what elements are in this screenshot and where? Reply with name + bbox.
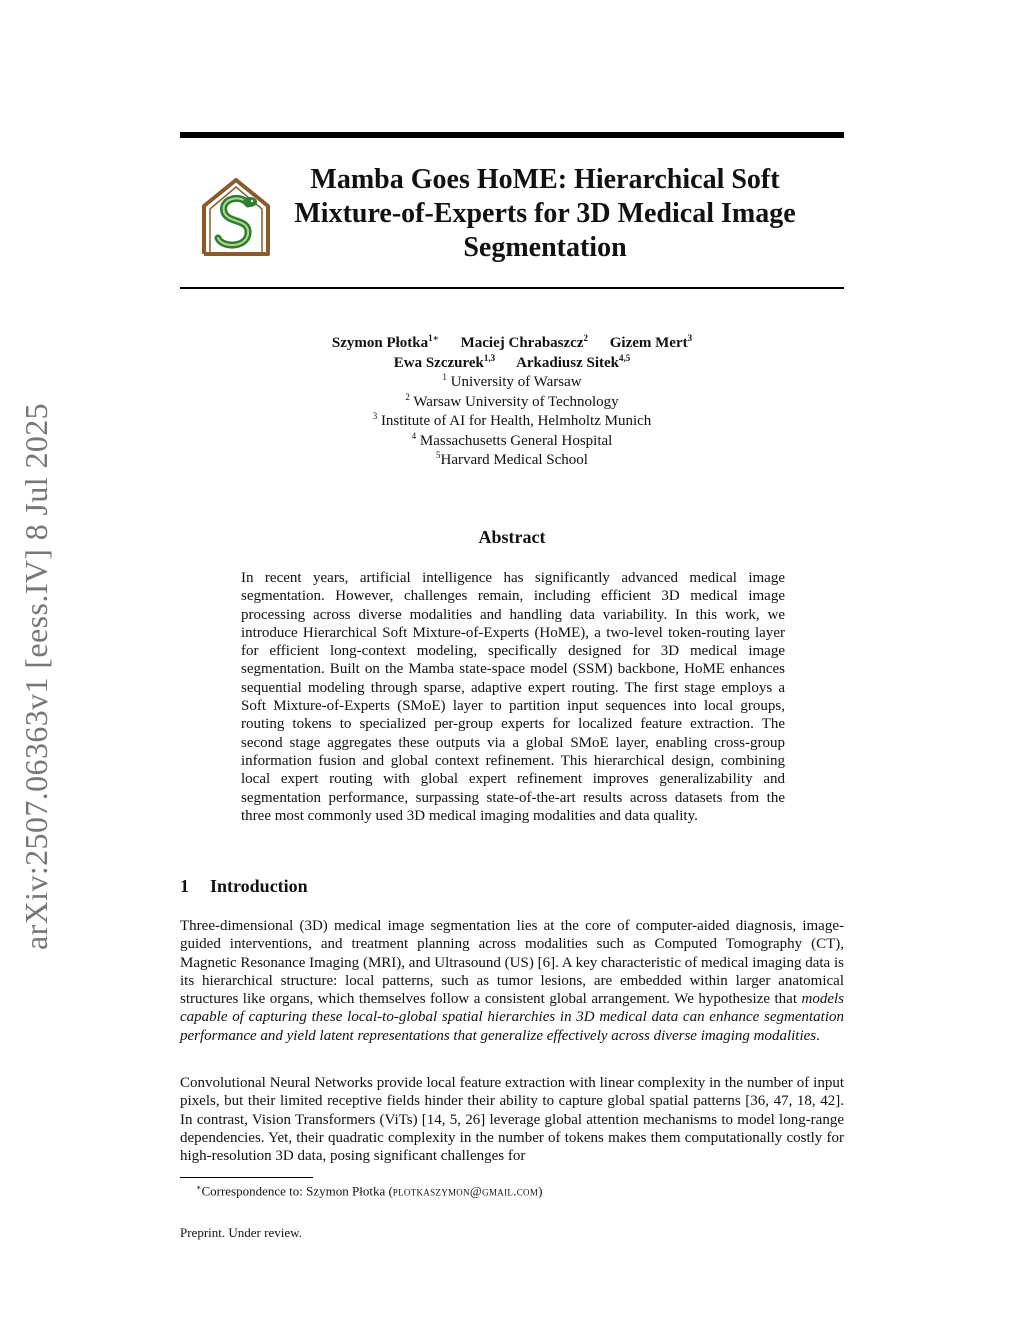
preprint-note: Preprint. Under review. xyxy=(180,1225,302,1240)
paper-title: Mamba Goes HoME: Hierarchical Soft Mixture-of-Experts for 3D Medical Image Segmentation xyxy=(294,164,796,263)
abstract-text: In recent years, artificial intelligence has significantly advanced medical image segmentation. However, challenges remain, including efficient 3D medical image processing across diverse modalities and handling data variability. In this work, we introduce Hierarchical Soft Mixture-of-Experts (HoME), a two-level token-routing layer for efficient long-context modeling, specifically designed for 3D medical image segmentation. Built on the Mamba state-space model (SSM) backbone, HoME enhances sequential modeling through sparse, adaptive expert routing. The first stage employs a Soft Mixture-of-Experts (SMoE) layer to partition input sequences into local groups, routing tokens to specialized per-group experts for localized feature extraction. The second stage aggregates these outputs via a global SMoE layer, enabling cross-group information fusion and global context refinement. This hierarchical design, combining local expert routing with global expert refinement improves generalizability and segmentation performance, surpassing state-of-the-art results across datasets from the three most commonly used 3D medical imaging modalities and data quality. xyxy=(241,570,785,824)
affiliation: $^5$Harvard Medical School xyxy=(436,450,588,468)
author-affil-mark: 3 xyxy=(687,333,693,343)
affiliation: $^3$ Institute of AI for Health, Helmholtz Munich xyxy=(372,411,652,429)
author-affil-mark: 1,3 xyxy=(483,352,496,363)
author-line-2 xyxy=(180,354,844,374)
title-top-rule xyxy=(180,132,844,138)
section-title: Introduction xyxy=(210,876,308,896)
intro-paragraph-1: Three-dimensional (3D) medical image segmentation lies at the core of computer-aided diagnosis, image-guided interventions, and treatment planning across modalities such as Computed Tomography (CT), Magnetic Resonance Imaging (MRI), and Ultrasound (US) [6]. A key characteristic of medical imaging data is its hierarchical structure: local patterns, such as tumor lesions, are embedded within larger anatomical structures like organs, which themselves follow a consistent global arrangement. We hypothesize that models capable of capturing these local-to-global spatial hierarchies in 3D medical data can enhance segmentation performance and yield latent representations that generalize effectively across diverse imaging modalities. xyxy=(180,918,844,1044)
author-line-1 xyxy=(180,334,844,354)
title-bottom-rule xyxy=(180,287,844,289)
section-heading xyxy=(180,876,308,897)
author-name: Ewa Szczurek xyxy=(393,354,484,371)
arxiv-identifier: arXiv:2507.06363v1 [eess.IV] 8 Jul 2025 xyxy=(18,402,54,950)
hypothesis-emphasis: models capable of capturing these local-to-global spatial hierarchies in 3D medical data can enhance segmentation performance and yield latent representations that generalize effectively across diverse imaging modalities xyxy=(180,991,844,1044)
intro-paragraph-2: Convolutional Neural Networks provide local feature extraction with linear complexity in the number of input pixels, but their limited receptive fields hinder their ability to capture global spatial patterns [36, 47, 18, 42]. In contrast, Vision Transformers (ViTs) [14, 5, 26] leverage global attention mechanisms to model long-range dependencies. Yet, their quadratic complexity in the number of tokens makes them computationally costly for high-resolution 3D data, posing significant challenges for xyxy=(180,1075,844,1165)
author-block xyxy=(180,334,844,471)
affiliation: $^4$ Massachusetts General Hospital xyxy=(411,430,613,449)
correspondence-email[interactable]: plotkaszymon@gmail.com xyxy=(392,1183,539,1199)
author-affil-mark: 1∗ xyxy=(428,333,439,343)
author-name: Arkadiusz Sitek xyxy=(516,354,619,371)
section-number: 1 xyxy=(180,876,189,896)
author-name: Gizem Mert xyxy=(609,335,688,351)
author-affil-mark: 4,5 xyxy=(619,352,631,363)
affiliation: $^2$ Warsaw University of Technology xyxy=(405,391,619,410)
affiliation: $^1$ University of Warsaw xyxy=(442,372,582,390)
abstract-heading: Abstract xyxy=(478,527,546,547)
author-name: Szymon Płotka xyxy=(331,335,429,351)
correspondence-footnote: ∗Correspondence to: Szymon Płotka (plotkaszymon@gmail.com) xyxy=(196,1183,543,1199)
author-name: Maciej Chrabaszcz xyxy=(460,335,584,351)
footnote-rule xyxy=(180,1177,313,1178)
author-affil-mark: 2 xyxy=(583,333,588,343)
